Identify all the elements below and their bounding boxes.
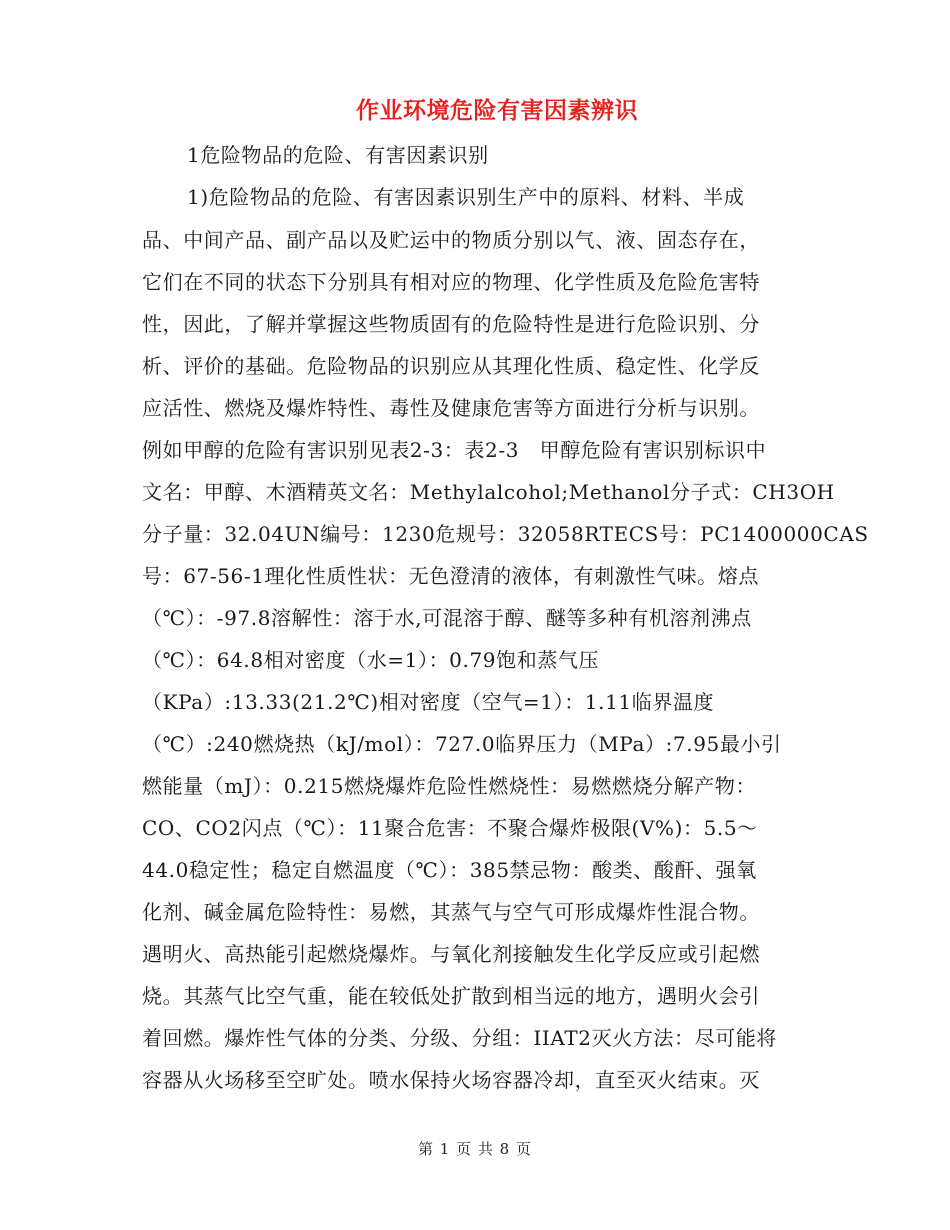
paragraph-line: 燃能量（mJ）：0.215燃烧爆炸危险性燃烧性：易燃燃烧分解产物： bbox=[142, 774, 757, 798]
paragraph-line: 品、中间产品、副产品以及贮运中的物质分别以气、液、固态存在， bbox=[142, 228, 760, 252]
paragraph-line: （℃）：-97.8溶解性：溶于水,可混溶于醇、醚等多种有机溶剂沸点 bbox=[142, 606, 752, 630]
paragraph-line: 烧。其蒸气比空气重，能在较低处扩散到相当远的地方，遇明火会引 bbox=[142, 984, 760, 1008]
paragraph-line: 分子量：32.04UN编号：1230危规号：32058RTECS号：PC1400000CAS bbox=[142, 522, 869, 546]
paragraph-line: 析、评价的基础。危险物品的识别应从其理化性质、稳定性、化学反 bbox=[142, 354, 760, 378]
page-number-footer: 第 1 页 共 8 页 bbox=[418, 1140, 532, 1158]
paragraph-line: 遇明火、高热能引起燃烧爆炸。与氧化剂接触发生化学反应或引起燃 bbox=[142, 942, 760, 966]
paragraph-line: 化剂、碱金属危险特性：易燃，其蒸气与空气可形成爆炸性混合物。 bbox=[142, 900, 760, 924]
paragraph-line: （℃）：64.8相对密度（水=1）：0.79饱和蒸气压 bbox=[142, 648, 600, 672]
document-title: 作业环境危险有害因素辨识 bbox=[356, 98, 638, 124]
paragraph-line: 1危险物品的危险、有害因素识别 bbox=[187, 143, 489, 167]
paragraph-line: （KPa）:13.33(21.2℃)相对密度（空气=1）：1.11临界温度 bbox=[142, 690, 715, 714]
paragraph-line: CO、CO2闪点（℃）：11聚合危害：不聚合爆炸极限(V%)：5.5～ bbox=[142, 816, 758, 840]
paragraph-line: 号：67-56-1理化性质性状：无色澄清的液体，有刺激性气味。熔点 bbox=[142, 564, 759, 588]
paragraph-line: 它们在不同的状态下分别具有相对应的物理、化学性质及危险危害特 bbox=[142, 270, 760, 294]
paragraph-line: 文名：甲醇、木酒精英文名：Methylalcohol;Methanol分子式：CH3OH bbox=[142, 480, 835, 504]
paragraph-line: 1)危险物品的危险、有害因素识别生产中的原料、材料、半成 bbox=[187, 185, 745, 209]
paragraph-line: 容器从火场移至空旷处。喷水保持火场容器冷却，直至灭火结束。灭 bbox=[142, 1068, 760, 1092]
paragraph-line: 应活性、燃烧及爆炸特性、毒性及健康危害等方面进行分析与识别。 bbox=[142, 396, 760, 420]
paragraph-line: 44.0稳定性；稳定自燃温度（℃）：385禁忌物：酸类、酸酐、强氧 bbox=[142, 858, 757, 882]
paragraph-line: 着回燃。爆炸性气体的分类、分级、分组：IIAT2灭火方法：尽可能将 bbox=[142, 1026, 778, 1050]
paragraph-line: 性，因此，了解并掌握这些物质固有的危险特性是进行危险识别、分 bbox=[142, 312, 760, 336]
paragraph-line: （℃）:240燃烧热（kJ/mol）：727.0临界压力（MPa）:7.95最小引 bbox=[142, 732, 782, 756]
paragraph-line: 例如甲醇的危险有害识别见表2-3：表2-3 甲醇危险有害识别标识中 bbox=[142, 438, 767, 462]
